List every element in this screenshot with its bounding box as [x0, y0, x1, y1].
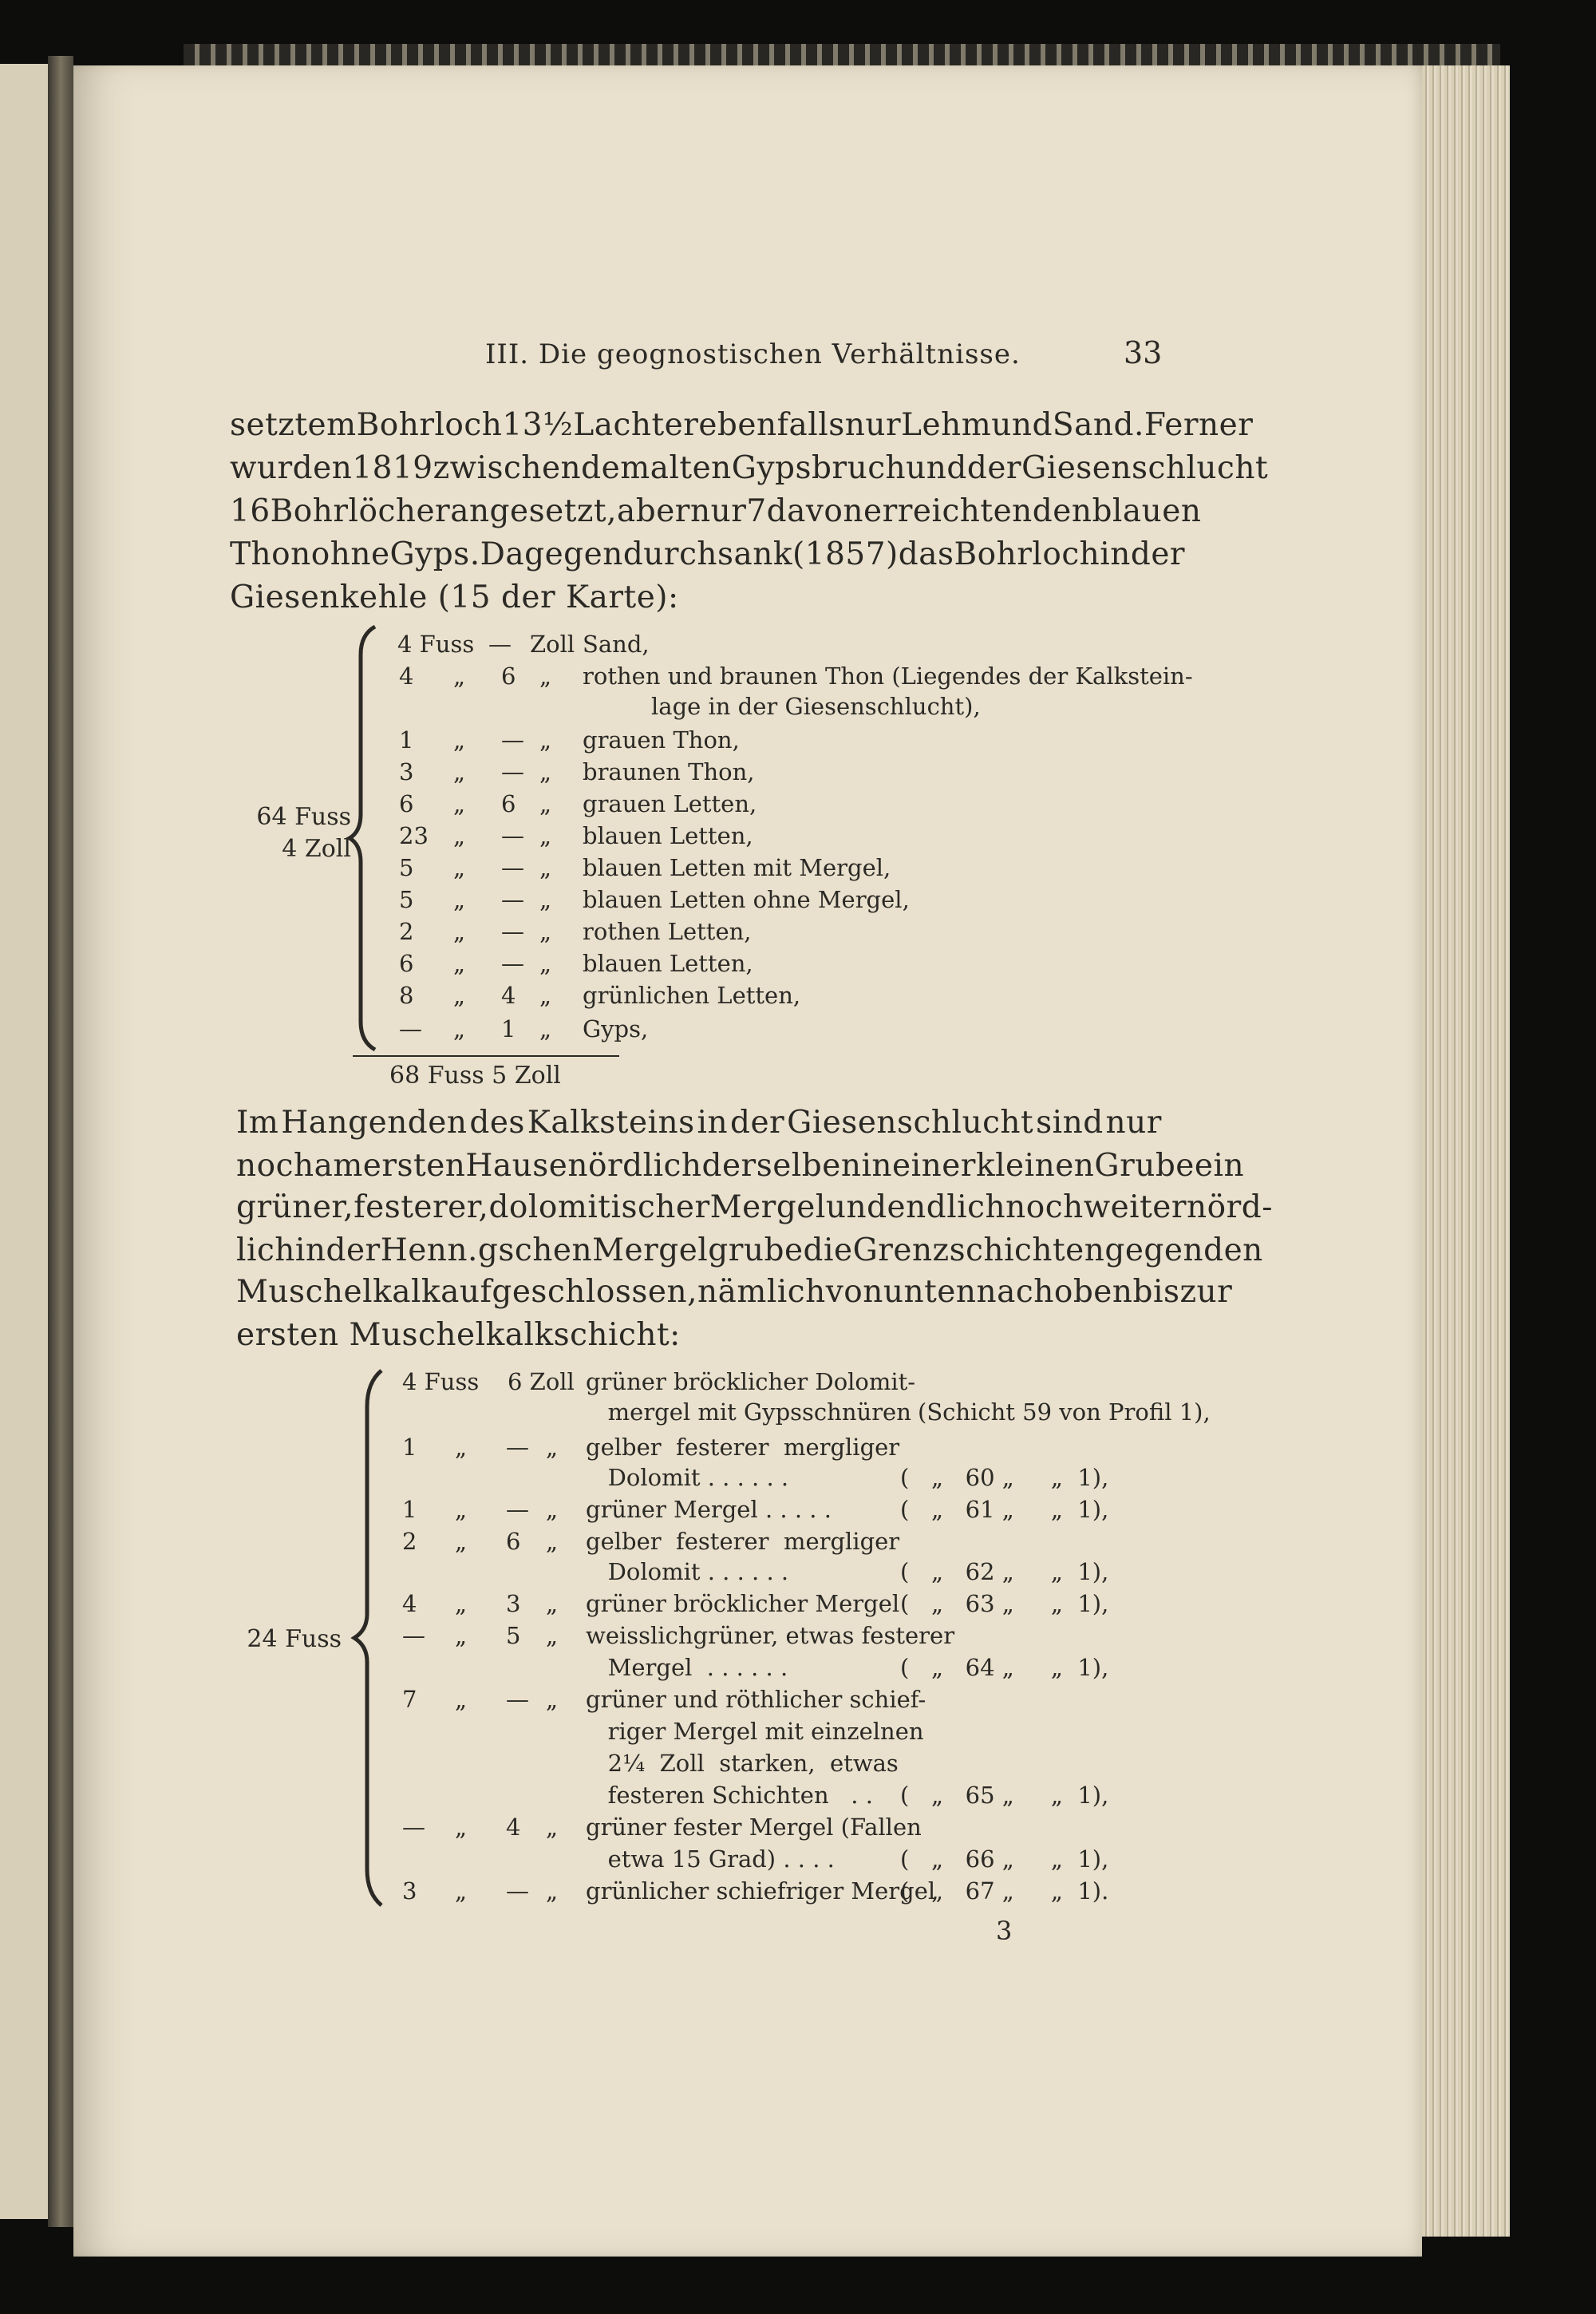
word: ebenfalls — [698, 407, 845, 443]
word: nörd- — [1187, 1189, 1273, 1225]
book-spine — [48, 56, 73, 2227]
row-desc: grünlichen Letten, — [583, 982, 801, 1009]
row-fuss: 1 — [399, 726, 414, 754]
row-sep: „ — [546, 1434, 559, 1461]
row-sep: „ — [453, 822, 466, 849]
word: 13½ — [502, 407, 574, 443]
row-ref: ( „ 67 „ „ 1). — [900, 1877, 1109, 1905]
text-line — [236, 1148, 1245, 1184]
word: der — [730, 1105, 785, 1141]
brace-left — [350, 1367, 397, 1909]
row-sep: „ — [455, 1528, 468, 1555]
row-fuss: 6 — [399, 790, 414, 817]
row-desc: Sand, — [583, 631, 650, 658]
word: Gyps. — [389, 536, 480, 572]
row-desc: blauen Letten mit Mergel, — [583, 854, 891, 881]
word: nur — [844, 407, 902, 443]
row-fuss: — — [402, 1814, 425, 1841]
row-desc: 2¼ Zoll starken, etwas — [586, 1750, 899, 1777]
row-desc: grünlicher schiefriger Mergel — [586, 1877, 936, 1905]
row-ref: ( „ 66 „ „ 1), — [900, 1845, 1109, 1873]
row-fuss: — — [399, 1015, 422, 1042]
page-number: 33 — [1124, 335, 1163, 370]
word: Ferner — [1144, 407, 1254, 443]
row-sep: „ — [539, 822, 552, 849]
word: festerer, — [354, 1189, 489, 1225]
row-sep: „ — [455, 1496, 468, 1523]
word: alten — [650, 450, 732, 486]
word: Bohrloch — [356, 407, 503, 443]
row-sep: „ — [453, 854, 466, 881]
row-sep: „ — [455, 1622, 468, 1649]
word: dem — [581, 450, 650, 486]
word: und — [825, 1189, 887, 1225]
word: angesetzt, — [450, 493, 617, 529]
row-zoll: 6 — [501, 790, 516, 817]
row-sep: „ — [539, 886, 552, 913]
word: gegen — [1104, 1232, 1204, 1268]
row-sep: „ — [539, 758, 552, 785]
word: aber — [617, 493, 690, 529]
row-sep: „ — [546, 1686, 559, 1713]
row-sep: „ — [539, 950, 552, 977]
word: den — [1203, 1232, 1263, 1268]
row-ref: ( „ 60 „ „ 1), — [900, 1464, 1109, 1491]
row-ref: ( „ 65 „ „ 1), — [900, 1782, 1109, 1809]
word: der — [966, 450, 1022, 486]
row-fuss: 5 — [399, 886, 414, 913]
word: und — [906, 450, 967, 486]
row-sep: „ — [453, 726, 466, 754]
text-line — [230, 536, 1186, 572]
word: nur — [1105, 1105, 1162, 1141]
text-line — [230, 450, 1269, 486]
word: Grube — [1094, 1148, 1195, 1184]
word: nach — [976, 1274, 1054, 1310]
row-sep: „ — [546, 1622, 559, 1649]
row-desc: riger Mergel mit einzelnen — [586, 1718, 924, 1745]
row-sep: „ — [539, 854, 552, 881]
row-zoll: 5 — [506, 1622, 521, 1649]
row-desc: gelber festerer mergliger — [586, 1434, 900, 1461]
word: 7 — [746, 493, 767, 529]
row-desc: lage in der Giesenschlucht), — [651, 693, 981, 720]
row-desc: gelber festerer mergliger — [586, 1528, 900, 1555]
word: in — [1100, 536, 1131, 572]
text-line — [230, 407, 1254, 443]
word: durchsank — [622, 536, 793, 572]
word: am — [314, 1148, 363, 1184]
row-zoll: — — [501, 822, 524, 849]
row-ref: ( „ 63 „ „ 1), — [900, 1590, 1109, 1617]
word: grüner, — [236, 1189, 354, 1225]
word: Hause — [465, 1148, 568, 1184]
row-sep: „ — [455, 1814, 468, 1841]
word: ein — [1194, 1148, 1245, 1184]
text-line — [236, 1232, 1263, 1268]
row-sep: „ — [546, 1877, 559, 1905]
word: derselben — [701, 1148, 862, 1184]
word: wurden — [230, 450, 353, 486]
row-sep: „ — [453, 1015, 466, 1042]
row-fuss: 6 — [399, 950, 414, 977]
word: lich — [236, 1232, 295, 1268]
row-zoll: 1 — [501, 1015, 516, 1042]
row-desc: grüner bröcklicher Mergel — [586, 1590, 900, 1617]
row-sep: „ — [453, 950, 466, 977]
row-sep: „ — [455, 1434, 468, 1461]
row-zoll: Zoll — [530, 631, 575, 658]
word: Giesenschlucht — [1021, 450, 1269, 486]
row-fuss: — — [402, 1622, 425, 1649]
row-zoll: — — [501, 726, 524, 754]
row-zoll: — — [506, 1877, 529, 1905]
row-sep: „ — [453, 790, 466, 817]
word: dolomitischer — [488, 1189, 710, 1225]
word: Grenzschichten — [852, 1232, 1105, 1268]
row-sep: „ — [539, 726, 552, 754]
word: in — [697, 1105, 729, 1141]
text-line: ersten Muschelkalkschicht: — [236, 1317, 681, 1353]
row-sep: — — [488, 631, 512, 658]
row-desc: Dolomit . . . . . . — [586, 1464, 789, 1491]
word: Gypsbruch — [731, 450, 907, 486]
row-fuss: 3 — [402, 1877, 417, 1905]
word: und — [991, 407, 1053, 443]
word: bis — [1132, 1274, 1180, 1310]
word: noch — [1005, 1189, 1084, 1225]
row-fuss: 4 Fuss — [402, 1368, 480, 1395]
word: ohne — [310, 536, 390, 572]
row-sep: „ — [453, 886, 466, 913]
row-sep: „ — [455, 1686, 468, 1713]
word: erreichten — [863, 493, 1033, 529]
row-ref: ( „ 61 „ „ 1), — [900, 1496, 1109, 1523]
row-zoll: 3 — [506, 1590, 521, 1617]
row-desc: braunen Thon, — [583, 758, 755, 785]
text-line — [236, 1274, 1233, 1310]
word: Hangenden — [281, 1105, 468, 1141]
table-total: 68 Fuss 5 Zoll — [389, 1062, 561, 1090]
word: Muschelkalk — [236, 1274, 441, 1310]
row-zoll: 6 Zoll — [508, 1368, 575, 1395]
word: in — [861, 1148, 893, 1184]
row-fuss: 4 — [402, 1590, 417, 1617]
word: sind — [1036, 1105, 1104, 1141]
word: Henn.gschen — [380, 1232, 593, 1268]
row-desc: grauen Letten, — [583, 790, 757, 817]
row-desc: rothen Letten, — [583, 918, 752, 945]
word: nördlich — [567, 1148, 702, 1184]
row-desc: Dolomit . . . . . . — [586, 1558, 789, 1585]
row-fuss: 4 — [399, 663, 414, 690]
word: zur — [1179, 1274, 1233, 1310]
word: kleinen — [975, 1148, 1095, 1184]
group-label: 24 Fuss — [247, 1625, 342, 1653]
group-label — [247, 801, 351, 865]
word: Bohrlöcher — [270, 493, 451, 529]
text-line: Giesenkehle (15 der Karte): — [230, 579, 679, 615]
word: Dagegen — [480, 536, 623, 572]
row-sep: „ — [539, 1015, 552, 1042]
signature-mark: 3 — [996, 1916, 1013, 1946]
row-desc: rothen und braunen Thon (Liegendes der Kalkstein- — [583, 663, 1193, 690]
word: das — [898, 536, 954, 572]
word: aufgeschlossen, — [440, 1274, 697, 1310]
row-fuss: 1 — [402, 1496, 417, 1523]
row-desc: blauen Letten ohne Mergel, — [583, 886, 910, 913]
row-desc: Gyps, — [583, 1015, 649, 1042]
row-fuss: 5 — [399, 854, 414, 881]
row-fuss: 8 — [399, 982, 414, 1009]
word: noch — [236, 1148, 314, 1184]
page-edges — [1422, 65, 1510, 2237]
row-sep: „ — [546, 1528, 559, 1555]
word: (1857) — [792, 536, 899, 572]
row-sep: „ — [546, 1590, 559, 1617]
row-desc: weisslichgrüner, etwas festerer — [586, 1622, 955, 1649]
row-fuss: 1 — [402, 1434, 417, 1461]
word: der — [1130, 536, 1186, 572]
row-sep: „ — [539, 918, 552, 945]
row-fuss: 3 — [399, 758, 414, 785]
word: zwischen — [433, 450, 582, 486]
word: nur — [689, 493, 747, 529]
row-sep: „ — [453, 982, 466, 1009]
row-sep: „ — [539, 982, 552, 1009]
word: Mergelgrube — [592, 1232, 804, 1268]
row-desc: etwa 15 Grad) . . . . — [586, 1845, 835, 1873]
word: von — [825, 1274, 883, 1310]
word: Thon — [230, 536, 311, 572]
row-zoll: — — [501, 854, 524, 881]
row-zoll: — — [501, 918, 524, 945]
word: Bohrloch — [954, 536, 1100, 572]
word: unten — [883, 1274, 977, 1310]
row-zoll: 6 — [506, 1528, 521, 1555]
row-desc: blauen Letten, — [583, 822, 753, 849]
word: einer — [892, 1148, 976, 1184]
row-fuss: 23 — [399, 822, 429, 849]
row-zoll: — — [501, 886, 524, 913]
row-ref: ( „ 64 „ „ 1), — [900, 1654, 1109, 1681]
running-header: III. Die geognostischen Verhältnisse. — [485, 338, 1021, 370]
word: ersten — [362, 1148, 466, 1184]
word: weiter — [1083, 1189, 1187, 1225]
word: endlich — [887, 1189, 1006, 1225]
row-zoll: — — [506, 1434, 529, 1461]
row-desc: grüner fester Mergel (Fallen — [586, 1814, 922, 1841]
word: den — [1032, 493, 1092, 529]
word: 16 — [230, 493, 271, 529]
row-desc: grüner bröcklicher Dolomit- — [586, 1368, 916, 1395]
row-zoll: — — [506, 1686, 529, 1713]
row-fuss: 2 — [402, 1528, 417, 1555]
row-zoll: — — [501, 758, 524, 785]
row-desc: mergel mit Gypsschnüren — [586, 1398, 911, 1426]
word: davon — [766, 493, 864, 529]
row-ref: ( „ 62 „ „ 1), — [900, 1558, 1109, 1585]
text-line — [236, 1189, 1273, 1225]
row-desc: grüner Mergel . . . . . — [586, 1496, 832, 1523]
group-label-line: 64 Fuss — [256, 803, 351, 831]
brace-left — [343, 623, 391, 1054]
word: Sand. — [1052, 407, 1144, 443]
row-desc: grüner und röthlicher schief- — [586, 1686, 926, 1713]
row-sep: „ — [539, 790, 552, 817]
word: der — [326, 1232, 381, 1268]
row-fuss: 7 — [402, 1686, 417, 1713]
word: des — [469, 1105, 525, 1141]
row-zoll: — — [501, 950, 524, 977]
word: Lachter — [573, 407, 699, 443]
row-zoll: 4 — [506, 1814, 521, 1841]
row-sep: „ — [455, 1590, 468, 1617]
sum-rule — [353, 1055, 619, 1057]
row-sep: „ — [546, 1496, 559, 1523]
row-sep: „ — [455, 1877, 468, 1905]
row-desc: Mergel . . . . . . — [586, 1654, 788, 1681]
row-sep: „ — [453, 758, 466, 785]
row-zoll: — — [506, 1496, 529, 1523]
word: nämlich — [697, 1274, 826, 1310]
row-desc: grauen Thon, — [583, 726, 740, 754]
row-sep: „ — [539, 663, 552, 690]
word: Giesenschlucht — [787, 1105, 1034, 1141]
word: Lehm — [901, 407, 992, 443]
word: Mergel — [709, 1189, 826, 1225]
word: 1819 — [352, 450, 433, 486]
word: in — [294, 1232, 326, 1268]
row-sep: „ — [546, 1814, 559, 1841]
row-zoll: 6 — [501, 663, 516, 690]
word: blauen — [1092, 493, 1202, 529]
word: oben — [1053, 1274, 1133, 1310]
group-label-line: 4 Zoll — [282, 835, 351, 863]
row-ref: (Schicht 59 von Profil 1), — [918, 1398, 1211, 1426]
row-desc: blauen Letten, — [583, 950, 753, 977]
text-line — [230, 493, 1202, 529]
word: Kalksteins — [527, 1105, 695, 1141]
row-zoll: 4 — [501, 982, 516, 1009]
row-fuss: 2 — [399, 918, 414, 945]
row-sep: „ — [453, 918, 466, 945]
word: setztem — [230, 407, 357, 443]
row-desc: festeren Schichten . . — [586, 1782, 873, 1809]
row-sep: „ — [453, 663, 466, 690]
row-fuss: 4 Fuss — [397, 631, 475, 658]
text-line — [236, 1105, 1162, 1141]
word: Im — [236, 1105, 279, 1141]
word: die — [803, 1232, 853, 1268]
